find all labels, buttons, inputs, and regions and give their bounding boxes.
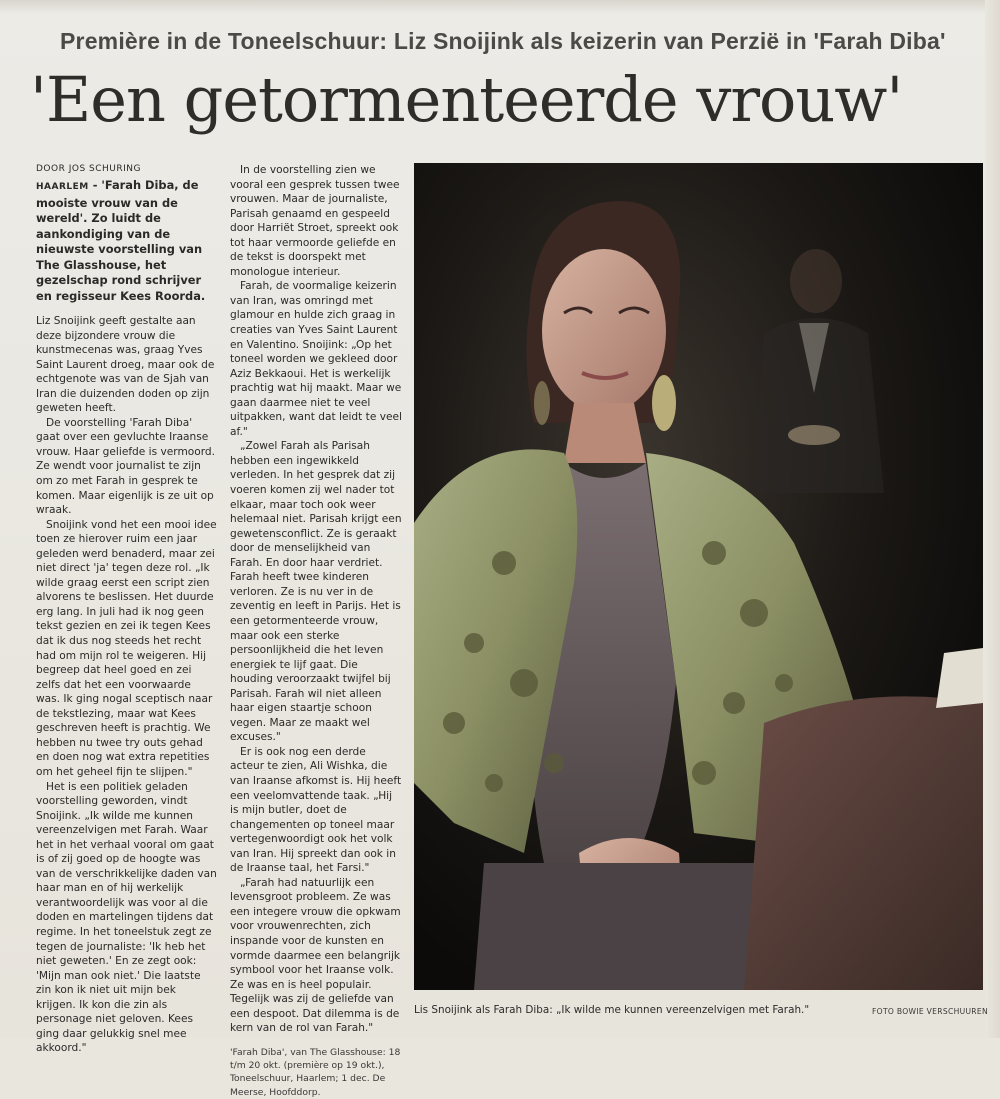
dateline-place: HAARLEM [36, 182, 89, 192]
actress-illustration [414, 163, 983, 990]
article-kicker: Première in de Toneelschuur: Liz Snoijink als keizerin van Perzië in 'Farah Diba' [60, 28, 946, 54]
body-paragraph: In de voorstelling zien we vooral een gesprek tussen twee vrouwen. Maar de journaliste, Parisah genaamd en gespeeld door Harriët Stroet, spreekt ook tot haar vermoorde geliefde en de tekst is doorspekt met monologue interieur. [230, 164, 400, 278]
article-photo [414, 163, 983, 990]
lead-paragraph [36, 178, 218, 304]
photo-caption: Lis Snoijink als Farah Diba: „Ik wilde me kunnen vereenzelvigen met Farah." [414, 1004, 810, 1016]
lead-text: - 'Farah Diba, de mooiste vrouw van de wereld'. Zo luidt de aankondiging van de nieuwste voorstelling van The Glasshouse, het gezelschap rond schrijver en regisseur Kees Roorda. [36, 178, 206, 303]
body-paragraph: Het is een politiek geladen voorstelling geworden, vindt Snoijink. „Ik wilde me kunnen vereenzelvigen met Farah. Waar het in het verhaal vooral om gaat is of zij goed op de hoogte was van de verschrikkelijke daden van haar man en of hij werkelijk verantwoordelijk was voor al die doden en martelingen tijdens dat regime. In het toneelstuk zegt ze tegen de journaliste: 'Ik heb het niet geweten.' En ze zegt ook: 'Mijn man ook niet.' Die laatste zin kon ik niet uit mijn bek krijgen. Ik kon die zin als personage niet geloven. Kees ging daar gelukkig snel mee akkoord." [36, 780, 217, 1055]
article-column-2 [230, 163, 402, 1099]
body-paragraph: „Farah had natuurlijk een levensgroot probleem. Ze was een integere vrouw die opkwam voor vrouwenrechten, zich inspande voor de kunsten en vormde daarmee een belangrijk symbool voor het Iraanse volk. Ze was en is heel populair. Tegelijk was zij de geliefde van een despoot. Dat dilemma is de kern van de rol van Farah." [230, 876, 401, 1035]
body-paragraph: Snoijink vond het een mooi idee toen ze hierover ruim een jaar geleden werd benaderd, maar zei niet direct 'ja' tegen deze rol. „Ik wilde graag eerst een script zien alvorens te beslissen. Het duurde erg lang. In juli had ik nog geen tekst gezien en zei ik tegen Kees dat ik dus nog steeds het recht had om mijn rol te weigeren. Hij begreep dat heel goed en zei zelfs dat het een voorwaarde was. Ik ging nogal sceptisch naar de tekstlezing, maar wat Kees geschreven heeft is prachtig. We hebben nu twee try outs gehad en doen nog wat extra repetities om het geheel fijn te slijpen." [36, 518, 217, 778]
byline: DOOR JOS SCHURING [36, 164, 141, 174]
page-top-edge [0, 0, 1000, 14]
article-column-1 [36, 163, 218, 1056]
body-paragraph: De voorstelling 'Farah Diba' gaat over een gevluchte Iraanse vrouw. Haar geliefde is vermoord. Ze wendt voor journalist te zijn om zo met Farah in gesprek te komen. Maar eigenlijk is ze uit op wraak. [36, 416, 216, 517]
photo-credit: FOTO BOWIE VERSCHUUREN [872, 1007, 988, 1016]
body-paragraph: Er is ook nog een derde acteur te zien, Ali Wishka, die van Iraanse afkomst is. Hij heeft een veelomvattende taak. „Hij is mijn butler, doet de changementen op toneel maar vertegenwoordigt ook het volk van Iran. Hij spreekt dan ook in de Iraanse taal, het Farsi." [230, 745, 402, 875]
performance-info: 'Farah Diba', van The Glasshouse: 18 t/m 20 okt. (première op 19 okt.), Toneelschuur, Haarlem; 1 dec. De Meerse, Hoofddorp. [230, 1046, 401, 1098]
page-right-edge [985, 0, 1000, 1038]
body-paragraph: Farah, de voormalige keizerin van Iran, was omringd met glamour en hulde zich graag in creaties van Yves Saint Laurent en Valentino. Snoijink: „Op het toneel worden we gekleed door Aziz Bekkaoui. Het is werkelijk prachtig wat hij maakt. Maar we gaan daarmee niet te veel uitpakken, want dat leidt te veel af." [230, 280, 402, 438]
article-headline: 'Een getormenteerde vrouw' [30, 63, 903, 136]
body-paragraph: Liz Snoijink geeft gestalte aan deze bijzondere vrouw die kunstmecenas was, graag Yves Saint Laurent droeg, maar ook de echtgenote was van de Sjah van Iran die duizenden doden op zijn geweten heeft. [36, 315, 215, 415]
body-paragraph: „Zowel Farah als Parisah hebben een ingewikkeld verleden. In het gesprek dat zij voeren komen zij wel nader tot elkaar, maar toch ook weer helemaal niet. Parisah krijgt een gewetensconflict. Ze is geraakt door de menselijkheid van Farah. En door haar verdriet. Farah heeft twee kinderen verloren. Ze is nu ver in de zeventig en leeft in Parijs. Het is een getormenteerde vrouw, maar ook een sterke persoonlijkheid die het leven energiek te lijf gaat. Die houding veroorzaakt twijfel bij Parisah. Farah wil niet alleen haar eigen staartje schoon vegen. Maar ze maakt wel excuses." [230, 440, 402, 744]
